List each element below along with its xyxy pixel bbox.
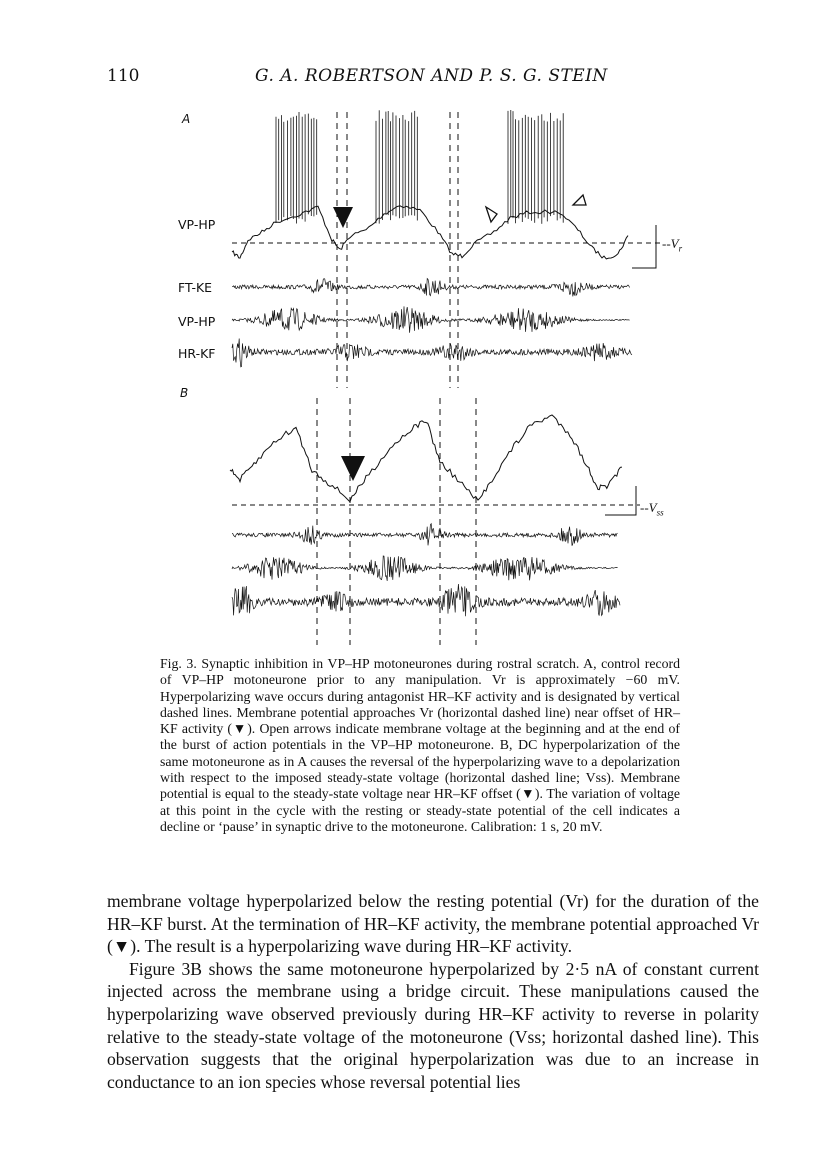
hyperpolarized-membrane-trace [230,415,622,502]
vp-hp-emg-trace-b [232,556,618,581]
hr-kf-emg-trace [232,339,632,367]
panel-a-traces [232,110,660,388]
hr-kf-offset-arrow-icon [333,207,353,228]
ft-ke-emg-trace [232,279,630,297]
paragraph-1: membrane voltage hyperpolarized below the resting potential (Vr) for the duration of the HR–KF burst. At the termination of HR–KF activity, the membrane potential approached Vr (▼). The result is a hyperpolarizing wave during HR–KF activity. [107,891,759,957]
page-number: 110 [107,66,140,86]
panel-b-traces [230,398,640,645]
panel-b-label: B [180,386,189,400]
vss-label: $--V_{ss}$ [640,500,664,518]
calibration-bar-b [605,486,636,515]
caption-lead: Fig. 3. [160,656,197,671]
vp-hp-membrane-trace [232,206,628,259]
open-arrow-icon [573,195,586,205]
paragraph-2: Figure 3B shows the same motoneurone hyperpolarized by 2·5 nA of constant current injected across the membrane using a bridge circuit. These manipulations caused the hyperpolarizing wave observed previously during HR–KF activity to reverse in polarity relative to the steady-state voltage of the motoneurone (Vss; horizontal dashed line). This observation suggests that the original hyperpolarization was due to an increase in conductance to an ion species whose reversal potential lies [107,958,759,1092]
trace-label-ft-ke: FT-KE [178,280,213,295]
trace-label-hr-kf: HR-KF [178,346,216,361]
ft-ke-emg-trace-b [232,524,618,546]
vr-label: $--V_r$ [662,236,683,254]
hr-kf-offset-arrow-icon [341,456,365,481]
figure-caption [160,656,680,835]
open-arrow-icon [486,207,497,222]
caption-text: Synaptic inhibition in VP–HP motoneurones during rostral scratch. A, control record of VP–HP motoneurone prior to any manipulation. Vr is approximately −60 mV. Hyperpolarizing wave occurs during antagonist HR–KF activity and is designated by vertical dashed lines. Membrane potential approaches Vr (horizontal dashed line) near offset of HR–KF activity (▼). Open arrows indicate membrane voltage at the beginning and at the end of the burst of action potentials in the VP–HP motoneurone. B, DC hyperpolarization of the same motoneurone as in A causes the reversal of the hyperpolarizing wave to a depolarization with respect to the imposed steady-state voltage (horizontal dashed line; Vss). Membrane potential is equal to the steady-state voltage near HR–KF offset (▼). The variation of voltage at this point in the cycle with the resting or steady-state potential of the cell indicates a decline or ‘pause’ in synaptic drive to the motoneurone. Calibration: 1 s, 20 mV. [160,656,681,834]
panel-a-label: A [182,112,191,126]
hr-kf-emg-trace-b [232,584,620,616]
trace-label-vp-hp-intracellular: VP-HP [178,217,216,232]
vp-hp-emg-trace [232,306,630,332]
body-text [107,890,759,1093]
running-title: G. A. ROBERTSON AND P. S. G. STEIN [255,66,608,86]
trace-label-vp-hp-emg: VP-HP [178,314,216,329]
calibration-bar-a [632,225,656,268]
